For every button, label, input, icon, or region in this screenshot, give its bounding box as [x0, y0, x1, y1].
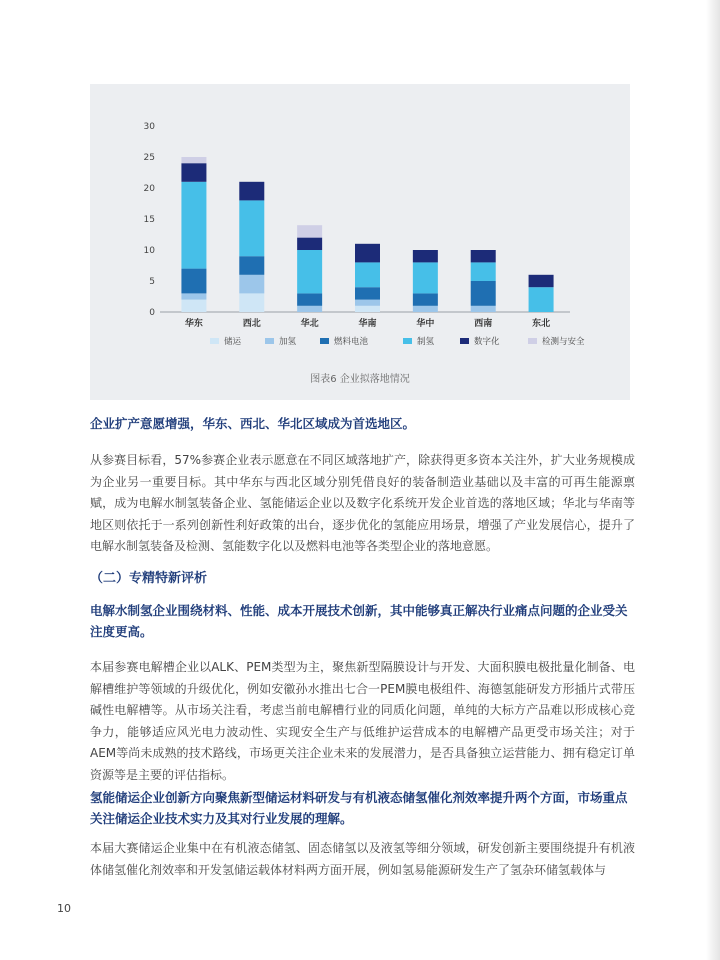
bar-segment [413, 293, 438, 305]
bar-segment [355, 287, 380, 299]
paragraph-electrolysis: 本届参赛电解槽企业以ALK、PEM类型为主，聚焦新型隔膜设计与开发、大面积膜电极批量化制备、电解槽维护等领域的升级优化，例如安徽孙水推出七合一PEM膜电极组件、海德氢能研发方形插片式带压碱性电解槽等。从市场关注看，考虑当前电解槽行业的同质化问题，单纯的大标方产品难以形成核心竞争力，能够适应风光电力波动性、实现安全生产与低维护运营成本的电解槽产品更受市场关注；对于AEM等尚未成熟的技术路线，市场更关注企业未来的发展潜力，是否具备独立运营能力、拥有稳定订单资源等是主要的评估指标。 [90, 660, 635, 782]
legend-swatch [320, 338, 329, 344]
bar-segment [181, 300, 206, 312]
bar-segment [239, 182, 264, 201]
bar-segment [471, 262, 496, 281]
bar-segment [239, 275, 264, 294]
y-tick-label: 5 [149, 277, 155, 287]
bar-segment [413, 250, 438, 262]
legend-label: 燃料电池 [334, 337, 369, 347]
paragraph-storage: 本届大赛储运企业集中在有机液态储氢、固态储氢以及液氢等细分领域，研发创新主要围绕提升有机液体储氢催化剂效率和开发氢储运载体材料两方面开展，例如氢易能源研发生产了氢杂环储氢载体与 [90, 841, 635, 877]
legend-label: 加氢 [279, 337, 297, 347]
bar-segment [355, 244, 380, 263]
bar-segment [529, 287, 554, 312]
bar-segment [355, 262, 380, 287]
page-edge-shadow [706, 0, 720, 960]
bar-segment [471, 250, 496, 262]
y-tick-label: 25 [143, 153, 155, 163]
legend-swatch [210, 338, 219, 344]
x-tick-label: 华东 [184, 319, 203, 329]
x-tick-label: 东北 [532, 319, 551, 329]
bar-segment [529, 275, 554, 287]
bar-segment [297, 306, 322, 312]
stacked-bar-chart [90, 84, 630, 400]
bar-segment [297, 225, 322, 237]
bar-segment [181, 163, 206, 182]
bar-segment [297, 238, 322, 250]
bar-segment [239, 256, 264, 275]
x-tick-label: 西北 [242, 319, 261, 329]
legend-label: 检测与安全 [542, 337, 585, 347]
legend-swatch [460, 338, 469, 344]
bar-segment [181, 293, 206, 299]
bar-segment [181, 182, 206, 269]
bar-segment [297, 293, 322, 305]
paragraph-expansion: 从参赛目标看，57%参赛企业表示愿意在不同区域落地扩产，除获得更多资本关注外，扩大业务规模成为企业另一重要目标。其中华东与西北区域分别凭借良好的装备制造业基础以及丰富的可再生能源禀赋，成为电解水制氢装备企业、氢能储运企业以及数字化系统开发企业首选的落地区域；华北与华南等地区则依托于一系列创新性利好政策的出台，逐步优化的氢能应用场景，增强了产业发展信心，提升了电解水制氢装备及检测、氢能数字化以及燃料电池等各类型企业的落地意愿。 [90, 453, 635, 553]
legend-label: 储运 [224, 337, 242, 347]
section-title: （二）专精特新评析 [90, 571, 208, 586]
y-tick-label: 20 [143, 184, 155, 194]
chart-caption: 图表6 企业拟落地情况 [310, 374, 410, 385]
x-tick-label: 西南 [474, 319, 493, 329]
legend-label: 数字化 [474, 337, 500, 347]
bar-segment [239, 200, 264, 256]
x-tick-label: 华北 [300, 319, 319, 329]
bar-segment [297, 250, 322, 293]
bar-segment [413, 306, 438, 312]
legend-swatch [528, 338, 537, 344]
chart-panel [90, 84, 630, 400]
y-tick-label: 10 [143, 246, 155, 256]
legend-swatch [265, 338, 274, 344]
bar-segment [181, 269, 206, 294]
y-tick-label: 15 [143, 215, 155, 225]
bar-segment [239, 293, 264, 312]
y-tick-label: 0 [149, 308, 155, 318]
heading-storage: 氢能储运企业创新方向聚焦新型储运材料研发与有机液态储氢催化剂效率提升两个方面，市场重点关注储运企业技术实力及其对行业发展的理解。 [90, 790, 628, 826]
legend-swatch [403, 338, 412, 344]
x-tick-label: 华南 [358, 319, 377, 329]
page-number: 10 [57, 902, 71, 915]
bar-segment [355, 300, 380, 306]
bar-segment [181, 157, 206, 163]
bar-segment [471, 281, 496, 306]
y-tick-label: 30 [143, 122, 155, 132]
bar-segment [355, 306, 380, 312]
heading-expansion: 企业扩产意愿增强，华东、西北、华北区域成为首选地区。 [90, 416, 416, 431]
heading-electrolysis: 电解水制氢企业围绕材料、性能、成本开展技术创新，其中能够真正解决行业痛点问题的企业受关注度更高。 [90, 603, 628, 639]
bar-segment [413, 262, 438, 293]
x-tick-label: 华中 [416, 319, 435, 329]
legend-label: 制氢 [417, 337, 435, 347]
bar-segment [471, 306, 496, 312]
